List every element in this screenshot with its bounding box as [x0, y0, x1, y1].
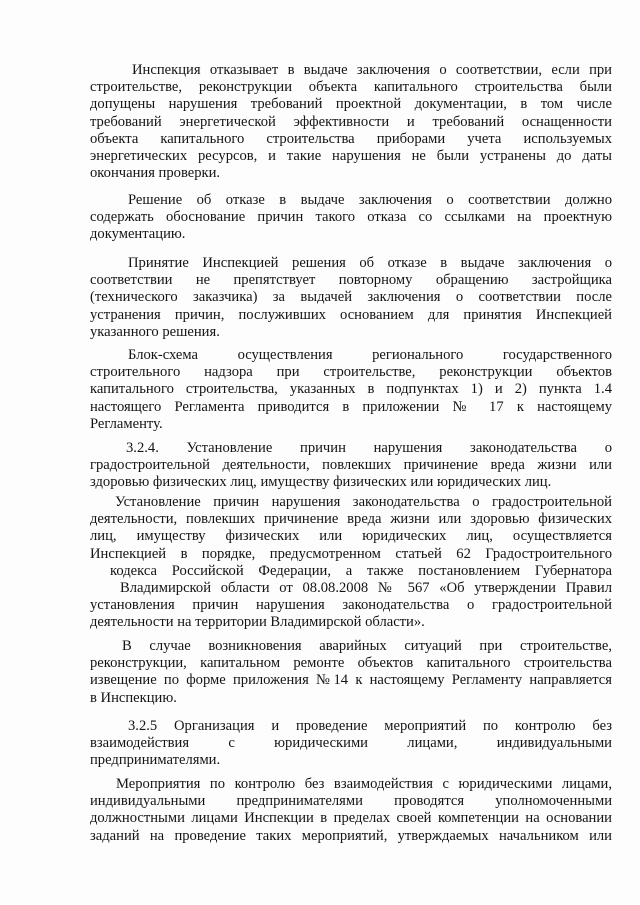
text-line: (технического заказчика) за выдачей заключения о соответствии после: [90, 289, 612, 306]
text-line: должностными лицами Инспекции в пределах своей компетенции на основании: [90, 810, 612, 827]
text-line: взаимодействия с юридическими лицами, индивидуальными: [90, 735, 612, 752]
text-line: установления причин нарушения законодательства о градостроительной: [90, 597, 612, 614]
text-line: соответствии не препятствует повторному обращению застройщика: [90, 272, 612, 289]
text-line: Мероприятия по контролю без взаимодействия с юридическими лицами,: [116, 776, 612, 792]
text-line: строительстве, реконструкции объекта капитального строительства были: [90, 79, 612, 96]
paragraph-reapplication: [90, 255, 612, 341]
text-line: Блок-схема осуществления регионального государственного: [128, 347, 612, 363]
text-line: извещение по форме приложения №14 к настоящему Регламенту направляется: [90, 672, 612, 689]
text-line: в Инспекцию.: [90, 689, 177, 706]
text-line: Установление причин нарушения законодательства о градостроительной: [115, 494, 612, 510]
text-line: документацию.: [90, 226, 186, 243]
text-line: 3.2.5 Организация и проведение мероприятий по контролю без: [128, 718, 612, 734]
text-line: деятельности на территории Владимирской области».: [90, 614, 425, 631]
text-line: капитального строительства, указанных в подпунктах 1) и 2) пункта 1.4: [90, 381, 612, 398]
text-line: предпринимателями.: [90, 752, 221, 769]
text-line: содержать обоснование причин такого отказа со ссылками на проектную: [90, 209, 612, 226]
text-line: градостроительной деятельности, повлекших причинение вреда жизни или: [90, 457, 612, 474]
paragraph-cause-determination: [90, 494, 612, 632]
text-line: настоящего Регламента приводится в приложении № 17 к настоящему: [90, 398, 612, 415]
text-line: Решение об отказе в выдаче заключения о соответствии должно: [128, 192, 612, 208]
text-line: кодекса Российской Федерации, а также постановлением Губернатора: [110, 562, 612, 579]
text-line: Владимирской области от 08.08.2008 № 567 «Об утверждении Правил: [120, 579, 612, 596]
text-line: Принятие Инспекцией решения об отказе в выдаче заключения о: [128, 255, 612, 271]
text-line: Инспекция отказывает в выдаче заключения о соответствии, если при: [132, 62, 612, 78]
paragraph-flowchart: [90, 347, 612, 433]
section-heading-3-2-4: [90, 440, 612, 492]
text-line: энергетических ресурсов, и такие нарушения не были устранены до даты: [90, 147, 612, 164]
text-line: требований энергетической эффективности и требований оснащенности: [90, 113, 612, 130]
section-heading-3-2-5: [90, 718, 612, 770]
text-line: здоровью физических лиц, имуществу физических или юридических лиц.: [90, 474, 552, 491]
text-line: деятельности, повлекших причинение вреда жизни или здоровью физических: [90, 511, 612, 528]
text-line: объекта капитального строительства приборами учета используемых: [90, 130, 612, 147]
text-line: заданий на проведение таких мероприятий, утверждаемых начальником или: [90, 827, 612, 844]
text-line: допущены нарушения требований проектной документации, в том числе: [90, 96, 612, 113]
paragraph-control-measures: [90, 776, 612, 845]
paragraph-refusal-conditions: [90, 62, 612, 182]
text-line: строительного надзора при строительстве, реконструкции объектов: [90, 364, 612, 381]
paragraph-emergency-notice: [90, 638, 612, 707]
text-line: индивидуальными предпринимателями проводятся уполномоченными: [90, 793, 612, 810]
text-line: окончания проверки.: [90, 165, 221, 182]
text-line: Инспекцией в порядке, предусмотренном статьей 62 Градостроительного: [90, 545, 612, 562]
text-line: Регламенту.: [90, 415, 163, 432]
text-line: В случае возникновения аварийных ситуаций при строительстве,: [122, 638, 612, 654]
text-line: 3.2.4. Установление причин нарушения законодательства о: [126, 440, 612, 456]
paragraph-refusal-justification: [90, 192, 612, 244]
text-line: указанного решения.: [90, 323, 220, 340]
text-line: реконструкции, капитальном ремонте объектов капитального строительства: [90, 655, 612, 672]
text-line: устранения причин, послуживших основанием для принятия Инспекцией: [90, 306, 612, 323]
text-line: лиц, имуществу физических или юридических лиц, осуществляется: [90, 528, 612, 545]
